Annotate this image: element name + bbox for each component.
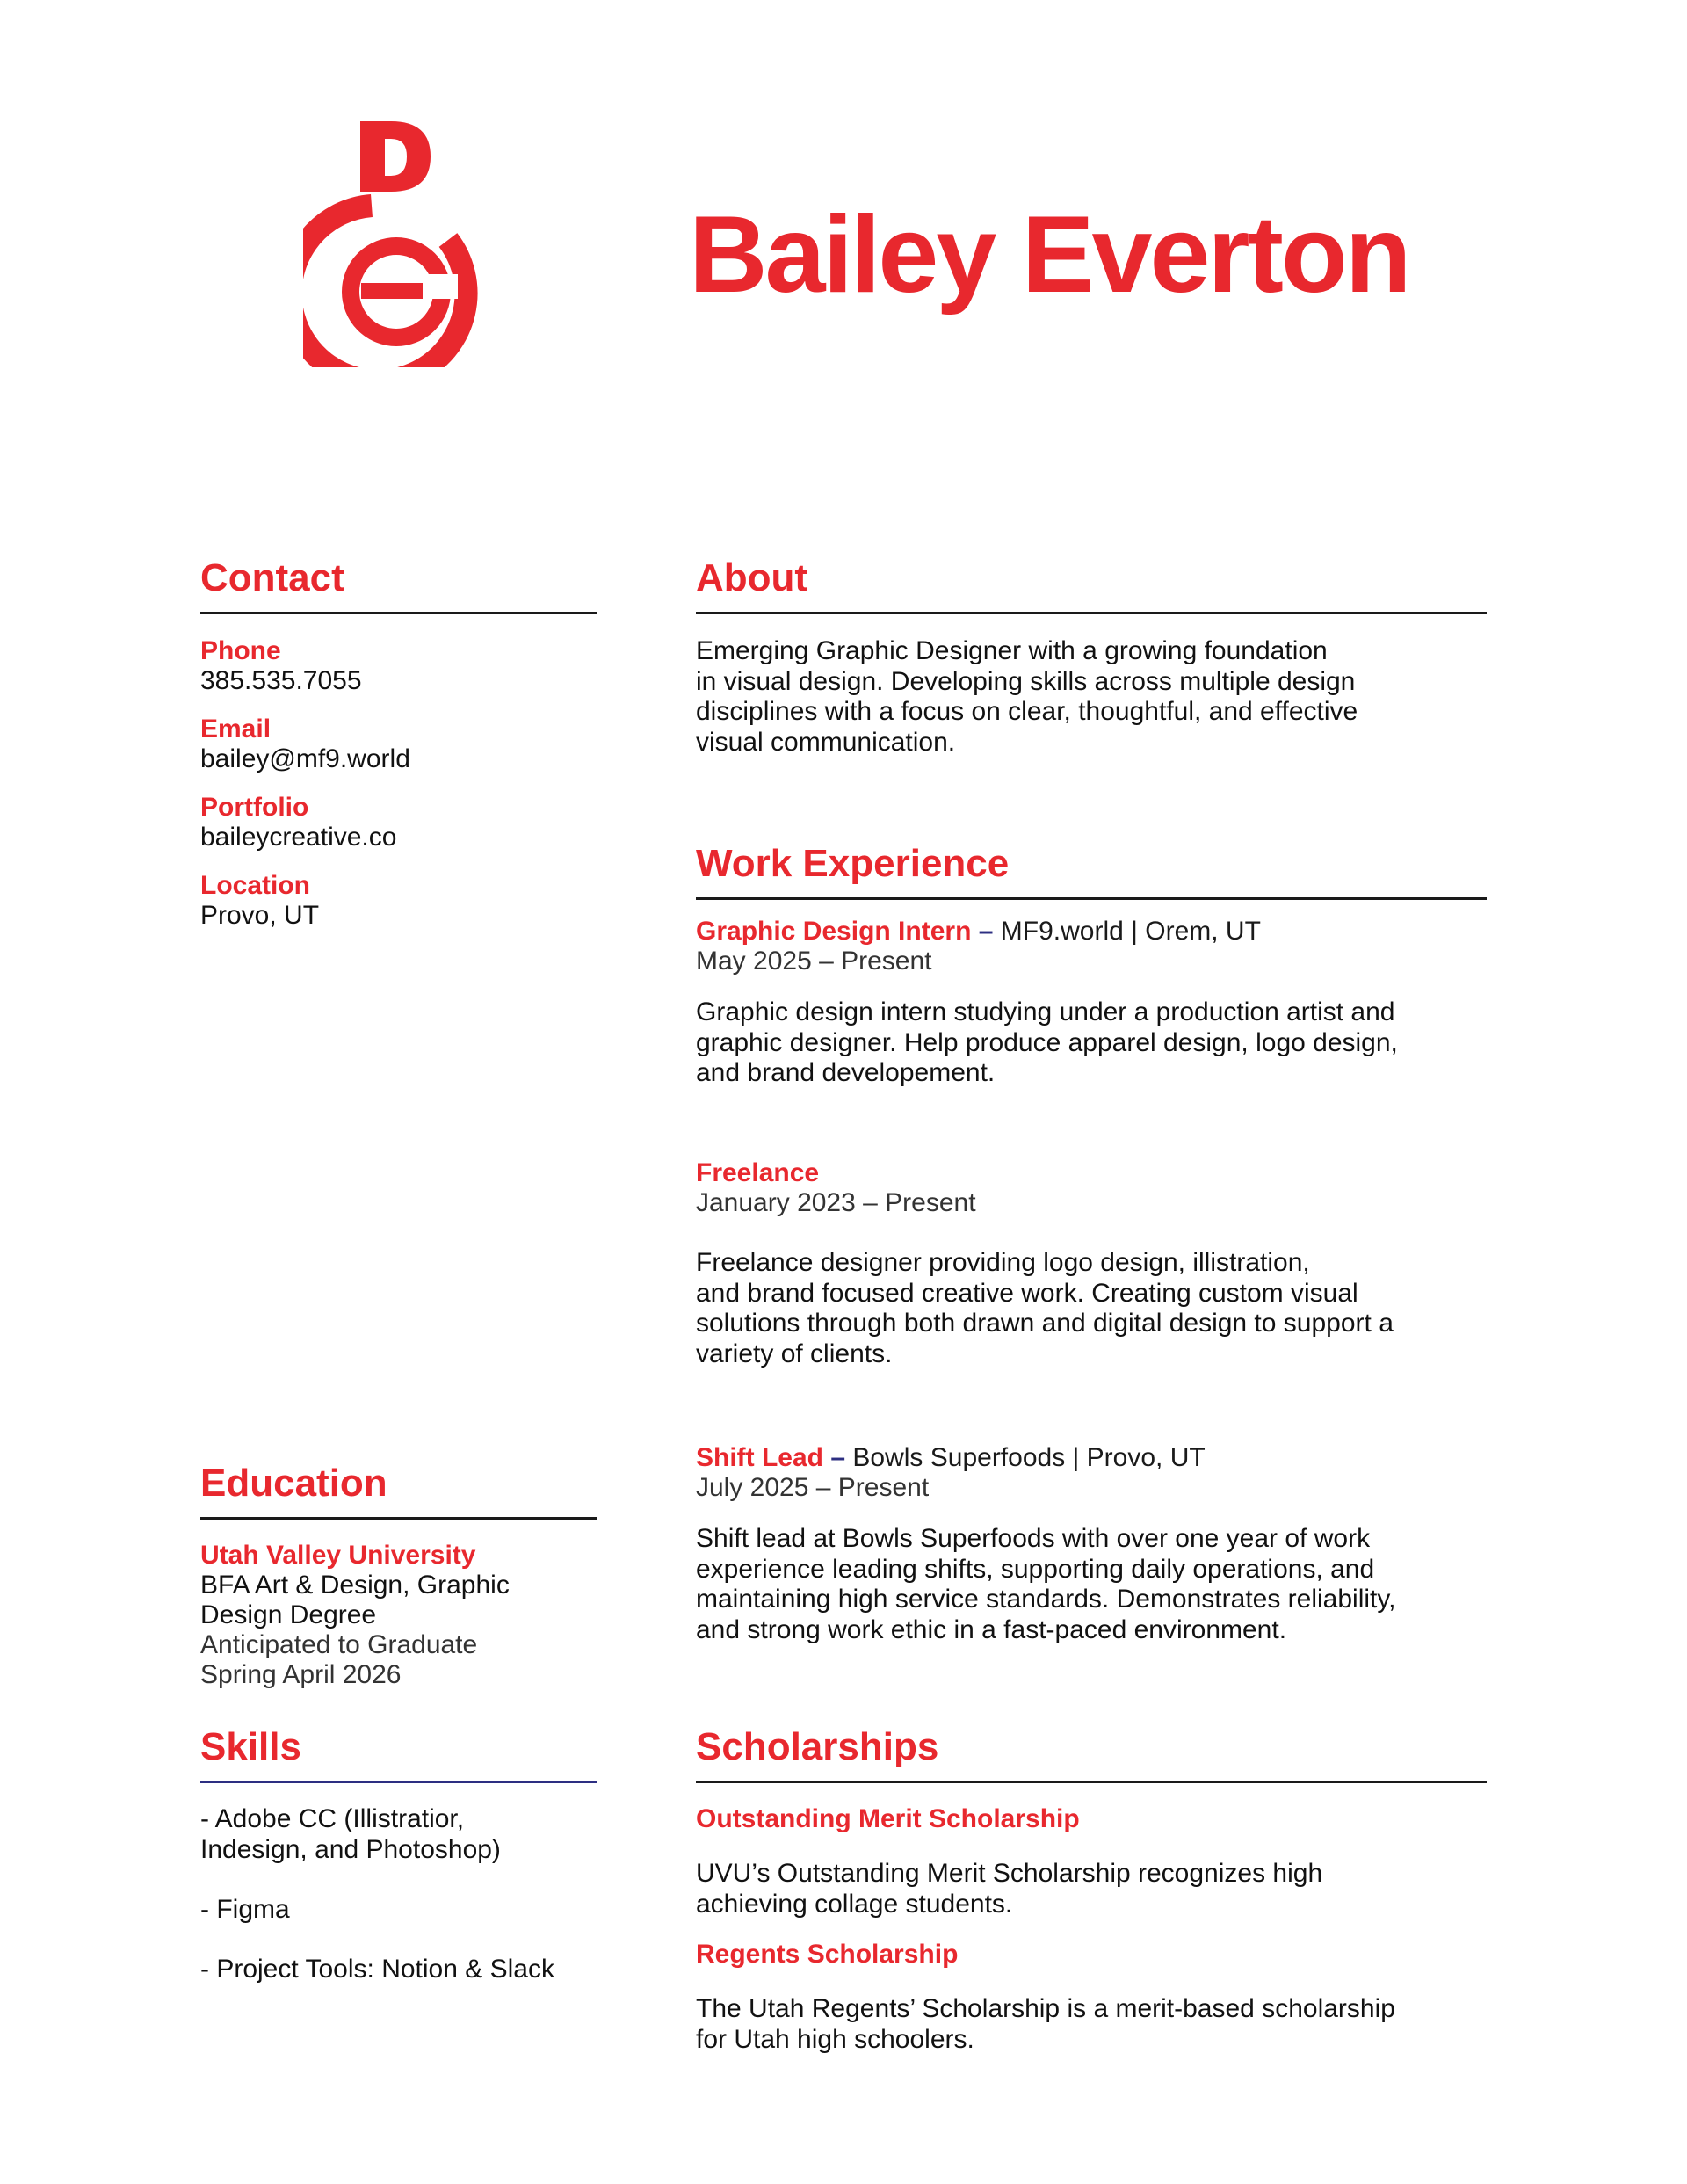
degree-line: BFA Art & Design, Graphic: [200, 1571, 510, 1600]
scholarship-name: Outstanding Merit Scholarship: [696, 1804, 1080, 1833]
skills-title: Skills: [200, 1725, 301, 1768]
about-title: About: [696, 556, 808, 599]
job-entry: [696, 1443, 1395, 1645]
skill-line: - Project Tools: Notion & Slack: [200, 1955, 554, 1984]
contact-value: Provo, UT: [200, 901, 320, 930]
skill-line: - Adobe CC (Illistratior,: [200, 1804, 465, 1833]
job-title: Freelance: [696, 1158, 820, 1187]
job-heading: [696, 917, 1398, 947]
scholarship-description-line: achieving collage students.: [696, 1889, 1013, 1919]
contact-email: [200, 715, 410, 774]
contact-phone: [200, 636, 362, 696]
about-line: disciplines with a focus on clear, thoughtful, and effective: [696, 697, 1358, 726]
candidate-name: Bailey Everton: [689, 194, 1409, 316]
job-dates: July 2025 – Present: [696, 1473, 930, 1502]
contact-label: Email: [200, 715, 272, 744]
education-divider: [200, 1517, 597, 1520]
job-separator: –: [830, 1443, 846, 1472]
job-description-line: solutions through both drawn and digital design to support a: [696, 1309, 1394, 1338]
scholarships-title: Scholarships: [696, 1725, 939, 1768]
job-title: Graphic Design Intern: [696, 917, 972, 946]
contact-label: Phone: [200, 636, 281, 665]
scholarship-description-line: for Utah high schoolers.: [696, 2024, 974, 2054]
skill-item: [200, 1804, 501, 1865]
job-separator: –: [978, 917, 994, 946]
about-line: Emerging Graphic Designer with a growing foundation: [696, 636, 1328, 665]
skill-line: - Figma: [200, 1895, 290, 1924]
contact-value: baileycreative.co: [200, 823, 397, 852]
contact-divider: [200, 612, 597, 614]
about-line: visual communication.: [696, 727, 956, 757]
job-description-line: maintaining high service standards. Demonstrates reliability,: [696, 1585, 1396, 1614]
contact-location: [200, 871, 319, 931]
job-dates: January 2023 – Present: [696, 1188, 976, 1217]
skill-line: Indesign, and Photoshop): [200, 1834, 501, 1864]
about-divider: [696, 612, 1487, 614]
be-monogram-icon: [303, 121, 492, 367]
job-heading: [696, 1443, 1395, 1473]
work-title: Work Experience: [696, 842, 1010, 885]
scholarship-entry: [696, 1804, 1322, 1919]
job-org: MF9.world | Orem, UT: [1000, 917, 1261, 946]
graduation-line: Anticipated to Graduate: [200, 1630, 478, 1659]
job-entry: [696, 917, 1398, 1089]
scholarship-entry: [696, 1940, 1395, 2055]
job-heading: [696, 1158, 1394, 1188]
skill-item: [200, 1895, 290, 1926]
about-line: in visual design. Developing skills across multiple design: [696, 666, 1356, 696]
job-description-line: Freelance designer providing logo design, illistration,: [696, 1248, 1310, 1277]
scholarship-description-line: The Utah Regents’ Scholarship is a merit-based scholarship: [696, 1994, 1395, 2023]
skill-item: [200, 1955, 554, 1985]
job-description-line: experience leading shifts, supporting daily operations, and: [696, 1554, 1375, 1584]
contact-label: Location: [200, 871, 310, 900]
job-description-line: Shift lead at Bowls Superfoods with over one year of work: [696, 1524, 1371, 1553]
scholarships-divider: [696, 1781, 1487, 1783]
logo-monogram: [303, 121, 492, 367]
job-description-line: Graphic design intern studying under a production artist and: [696, 998, 1395, 1027]
job-dates: May 2025 – Present: [696, 947, 932, 976]
education-entry: [200, 1541, 510, 1690]
contact-value: bailey@mf9.world: [200, 744, 410, 773]
job-org: Bowls Superfoods | Provo, UT: [852, 1443, 1206, 1472]
job-description-line: and strong work ethic in a fast-paced environment.: [696, 1614, 1287, 1644]
job-description-line: and brand developement.: [696, 1058, 996, 1087]
job-description-line: and brand focused creative work. Creating custom visual: [696, 1278, 1358, 1308]
about-text: [696, 636, 1358, 758]
job-title: Shift Lead: [696, 1443, 824, 1472]
graduation-line: Spring April 2026: [200, 1660, 402, 1689]
school-name: Utah Valley University: [200, 1541, 476, 1570]
degree-line: Design Degree: [200, 1600, 377, 1629]
scholarship-name: Regents Scholarship: [696, 1940, 959, 1969]
job-entry: [696, 1158, 1394, 1369]
scholarship-description-line: UVU’s Outstanding Merit Scholarship recognizes high: [696, 1859, 1323, 1888]
contact-value: 385.535.7055: [200, 666, 362, 695]
contact-title: Contact: [200, 556, 344, 599]
contact-portfolio: [200, 793, 396, 853]
work-divider: [696, 897, 1487, 900]
job-description-line: graphic designer. Help produce apparel design, logo design,: [696, 1027, 1398, 1057]
education-title: Education: [200, 1462, 387, 1505]
contact-label: Portfolio: [200, 793, 309, 822]
skills-divider: [200, 1781, 597, 1783]
job-description-line: variety of clients.: [696, 1339, 893, 1368]
